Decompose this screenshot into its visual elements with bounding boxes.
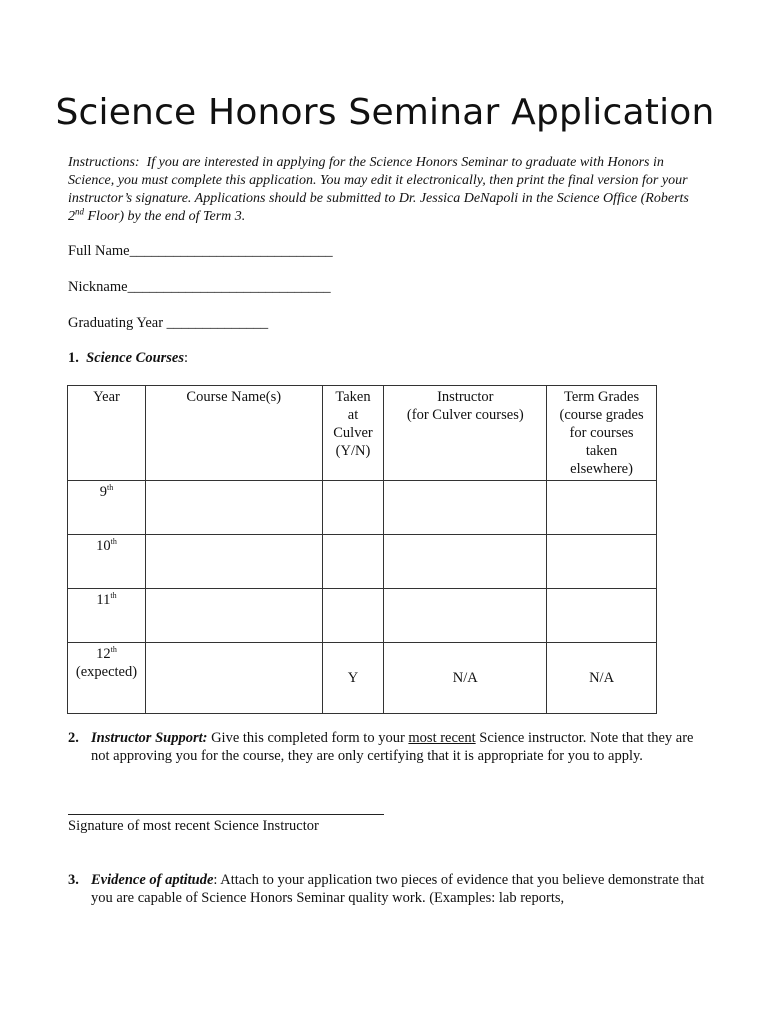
header-taken-line: at bbox=[347, 407, 359, 423]
instructor-cell[interactable]: N/A bbox=[384, 643, 547, 714]
year-cell: 10th bbox=[68, 535, 146, 589]
section-1-number: 1. bbox=[68, 350, 79, 366]
header-grades-line: Term Grades bbox=[564, 389, 640, 405]
page-title: Science Honors Seminar Application bbox=[55, 92, 715, 133]
section-2-underlined: most recent bbox=[408, 730, 476, 746]
course-cell[interactable] bbox=[145, 589, 322, 643]
section-3-paragraph bbox=[68, 871, 711, 907]
grades-cell[interactable]: N/A bbox=[547, 643, 657, 714]
instructions-text-end: Floor) by the end of Term 3. bbox=[84, 209, 246, 224]
taken-cell[interactable] bbox=[322, 481, 384, 535]
instructions-sup: nd bbox=[75, 206, 84, 217]
year-cell: 12th (expected) bbox=[68, 643, 146, 714]
header-instructor-line: (for Culver courses) bbox=[406, 407, 524, 423]
taken-cell[interactable]: Y bbox=[322, 643, 384, 714]
table-header-row bbox=[68, 386, 657, 481]
course-cell[interactable] bbox=[145, 481, 322, 535]
signature-label: Signature of most recent Science Instructor bbox=[68, 818, 319, 834]
header-taken-line: Taken bbox=[335, 389, 371, 405]
instructor-cell[interactable] bbox=[384, 535, 547, 589]
course-cell[interactable] bbox=[145, 643, 322, 714]
instructions-text: If you are interested in applying for the Science Honors Seminar to graduate with Honors in Science, you must complete this application. You may edit it electronically, then print the final version for your instructor’s signature. Applications should be submitted to Dr. Jessica DeNapoli in the Science Office (Roberts 2 bbox=[68, 155, 689, 224]
full-name-field[interactable]: Full Name____________________________ bbox=[68, 243, 333, 259]
header-taken-line: (Y/N) bbox=[335, 443, 371, 459]
table-row bbox=[68, 535, 657, 589]
taken-cell[interactable] bbox=[322, 589, 384, 643]
section-1-colon: : bbox=[184, 350, 189, 366]
instructor-cell[interactable] bbox=[384, 589, 547, 643]
section-2-text-a: Give this completed form to your bbox=[207, 730, 409, 746]
section-3-number: 3. bbox=[68, 872, 79, 888]
section-2-paragraph bbox=[68, 729, 711, 765]
section-3-title: Evidence of aptitude bbox=[91, 872, 214, 888]
header-instructor bbox=[384, 386, 547, 481]
header-taken-at-culver bbox=[322, 386, 384, 481]
section-2-number: 2. bbox=[68, 730, 79, 746]
graduating-year-field[interactable]: Graduating Year ______________ bbox=[68, 315, 269, 331]
header-year: Year bbox=[68, 386, 146, 481]
table-row bbox=[68, 643, 657, 714]
instructions-label: Instructions: bbox=[68, 155, 140, 170]
header-course-names: Course Name(s) bbox=[145, 386, 322, 481]
header-grades-line: for courses bbox=[569, 425, 634, 441]
instructions-paragraph bbox=[68, 154, 708, 226]
taken-cell[interactable] bbox=[322, 535, 384, 589]
section-3-text: : Attach to your application two pieces of evidence that you believe demonstrate that you are capable of Science Honors Seminar quality work. (Examples: lab reports, bbox=[91, 872, 705, 906]
section-1-title: Science Courses bbox=[86, 350, 184, 366]
grades-cell[interactable] bbox=[547, 589, 657, 643]
science-courses-table bbox=[67, 385, 657, 714]
section-2-text-b: Science instructor. Note that they are not approving you for the course, they are only certifying that it is appropriate for you to apply. bbox=[91, 730, 694, 764]
grades-cell[interactable] bbox=[547, 481, 657, 535]
section-1-heading bbox=[68, 350, 188, 367]
instructor-cell[interactable] bbox=[384, 481, 547, 535]
header-taken-line: Culver bbox=[333, 425, 373, 441]
year-cell: 9th bbox=[68, 481, 146, 535]
nickname-field[interactable]: Nickname____________________________ bbox=[68, 279, 331, 295]
year-expected-note: (expected) bbox=[75, 664, 138, 680]
header-instructor-line: Instructor bbox=[437, 389, 494, 405]
header-grades-line: elsewhere) bbox=[570, 461, 633, 477]
table-row bbox=[68, 481, 657, 535]
header-grades-line: taken bbox=[585, 443, 618, 459]
signature-line[interactable] bbox=[68, 814, 384, 815]
header-term-grades bbox=[547, 386, 657, 481]
header-grades-line: (course grades bbox=[559, 407, 644, 423]
section-2-title: Instructor Support: bbox=[91, 730, 208, 746]
grades-cell[interactable] bbox=[547, 535, 657, 589]
table-row bbox=[68, 589, 657, 643]
course-cell[interactable] bbox=[145, 535, 322, 589]
year-cell: 11th bbox=[68, 589, 146, 643]
